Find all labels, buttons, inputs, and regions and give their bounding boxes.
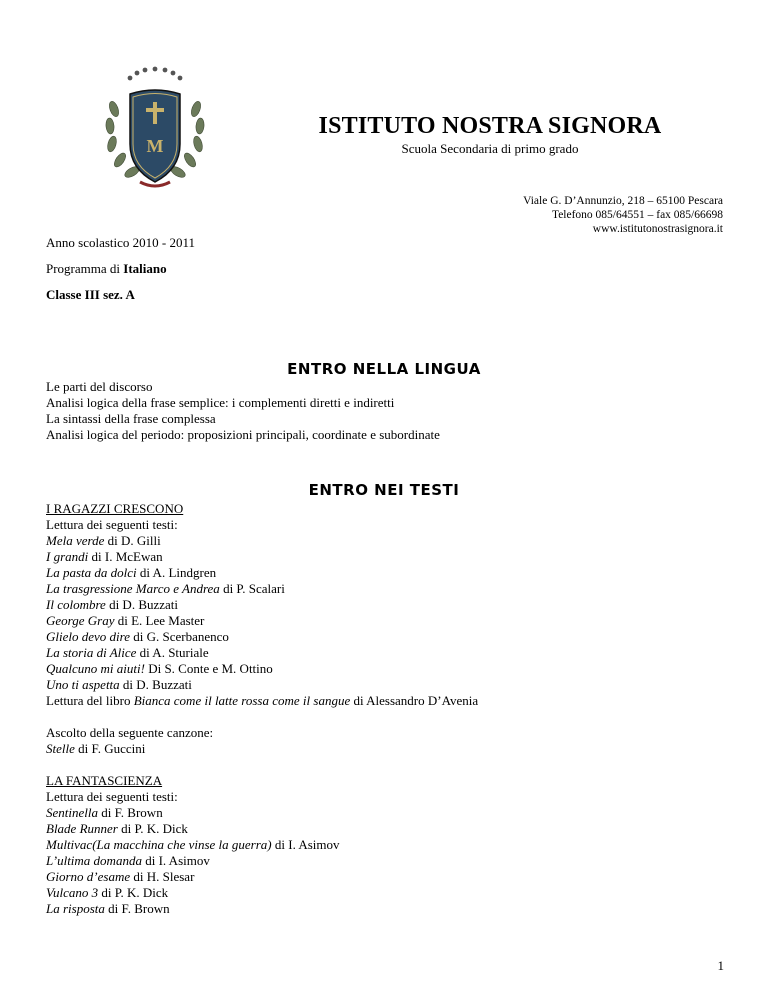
book-prefix: Lettura del libro bbox=[46, 693, 134, 708]
phone-fax-line: Telefono 085/64551 – fax 085/66698 bbox=[551, 209, 723, 221]
work-item bbox=[46, 549, 736, 565]
class-line: Classe III sez. A bbox=[46, 287, 135, 302]
work-title: Uno ti aspetta bbox=[46, 677, 120, 692]
work-item bbox=[46, 805, 736, 821]
work-item bbox=[46, 597, 736, 613]
page-number: 1 bbox=[717, 958, 724, 973]
work-item bbox=[46, 565, 736, 581]
topic-line: Le parti del discorso bbox=[46, 379, 153, 394]
work-author: Di S. Conte e M. Ottino bbox=[144, 661, 273, 676]
reading-intro: Lettura dei seguenti testi: bbox=[46, 789, 178, 804]
song-author: di F. Guccini bbox=[74, 741, 146, 756]
work-item bbox=[46, 629, 736, 645]
school-crest-icon bbox=[100, 64, 210, 194]
website-link[interactable]: www.istitutonostrasignora.it bbox=[592, 223, 723, 235]
work-item bbox=[46, 885, 736, 901]
work-title: Sentinella bbox=[46, 805, 98, 820]
song-intro: Ascolto della seguente canzone: bbox=[46, 725, 214, 740]
work-author: di D. Gilli bbox=[104, 533, 161, 548]
work-title: Qualcuno mi aiuti! bbox=[46, 661, 145, 676]
work-author: di I. McEwan bbox=[88, 549, 163, 564]
school-year: Anno scolastico 2010 - 2011 bbox=[46, 235, 195, 250]
work-author: di A. Sturiale bbox=[136, 645, 209, 660]
work-title: Glielo devo dire bbox=[46, 629, 130, 644]
svg-text:M: M bbox=[146, 136, 164, 156]
program-prefix: Programma di bbox=[46, 261, 124, 276]
work-title: La risposta bbox=[46, 901, 105, 916]
topic-line: Analisi logica della frase semplice: i complementi diretti e indiretti bbox=[46, 395, 395, 410]
work-title: I grandi bbox=[46, 549, 89, 564]
institute-subtitle: Scuola Secondaria di primo grado bbox=[401, 141, 579, 156]
unit-heading: I RAGAZZI CRESCONO bbox=[46, 501, 184, 516]
work-title: Giorno d’esame bbox=[46, 869, 131, 884]
section-lingua-topics bbox=[46, 379, 736, 443]
unit-heading: LA FANTASCIENZA bbox=[46, 773, 163, 788]
work-author: di P. Scalari bbox=[219, 581, 285, 596]
work-author: di H. Slesar bbox=[130, 869, 195, 884]
institute-name: ISTITUTO NOSTRA SIGNORA bbox=[318, 113, 662, 139]
work-author: di G. Scerbanenco bbox=[130, 629, 229, 644]
song-title: Stelle bbox=[46, 741, 75, 756]
work-item bbox=[46, 837, 736, 853]
topic-line: La sintassi della frase complessa bbox=[46, 411, 216, 426]
work-author: di F. Brown bbox=[98, 805, 163, 820]
book-title: Bianca come il latte rossa come il sangue bbox=[133, 693, 351, 708]
work-author: di D. Buzzati bbox=[105, 597, 179, 612]
address-line: Viale G. D’Annunzio, 218 – 65100 Pescara bbox=[523, 195, 723, 207]
section-title-testi: ENTRO NEI TESTI bbox=[308, 481, 460, 499]
book-author: di Alessandro D’Avenia bbox=[350, 693, 479, 708]
work-title: L’ultima domanda bbox=[46, 853, 142, 868]
reading-intro: Lettura dei seguenti testi: bbox=[46, 517, 178, 532]
work-item bbox=[46, 677, 736, 693]
song-item bbox=[46, 741, 736, 757]
work-item bbox=[46, 613, 736, 629]
section-title-lingua: ENTRO NELLA LINGUA bbox=[287, 360, 481, 378]
work-item bbox=[46, 533, 736, 549]
work-title: La trasgressione Marco e Andrea bbox=[46, 581, 220, 596]
work-author: di P. K. Dick bbox=[117, 821, 188, 836]
section-testi-content bbox=[46, 501, 736, 917]
work-item bbox=[46, 645, 736, 661]
work-title: Mela verde bbox=[46, 533, 105, 548]
work-title: La pasta da dolci bbox=[46, 565, 137, 580]
work-title: Il colombre bbox=[46, 597, 106, 612]
program-line bbox=[46, 261, 167, 277]
book-line bbox=[46, 693, 736, 709]
work-title: La storia di Alice bbox=[46, 645, 137, 660]
work-author: di I. Asimov bbox=[141, 853, 210, 868]
work-author: di I. Asimov bbox=[271, 837, 340, 852]
work-title: Vulcano 3 bbox=[46, 885, 99, 900]
work-item bbox=[46, 901, 736, 917]
work-item bbox=[46, 661, 736, 677]
work-title: Multivac(La macchina che vinse la guerra) bbox=[46, 837, 272, 852]
work-author: di A. Lindgren bbox=[136, 565, 217, 580]
work-author: di E. Lee Master bbox=[114, 613, 205, 628]
work-item bbox=[46, 581, 736, 597]
work-title: Blade Runner bbox=[46, 821, 118, 836]
work-author: di P. K. Dick bbox=[98, 885, 169, 900]
work-item bbox=[46, 869, 736, 885]
work-author: di F. Brown bbox=[104, 901, 170, 916]
work-author: di D. Buzzati bbox=[119, 677, 192, 692]
work-item bbox=[46, 853, 736, 869]
work-title: George Gray bbox=[46, 613, 115, 628]
work-item bbox=[46, 821, 736, 837]
program-subject: Italiano bbox=[123, 261, 167, 276]
topic-line: Analisi logica del periodo: proposizioni principali, coordinate e subordinate bbox=[46, 427, 440, 442]
